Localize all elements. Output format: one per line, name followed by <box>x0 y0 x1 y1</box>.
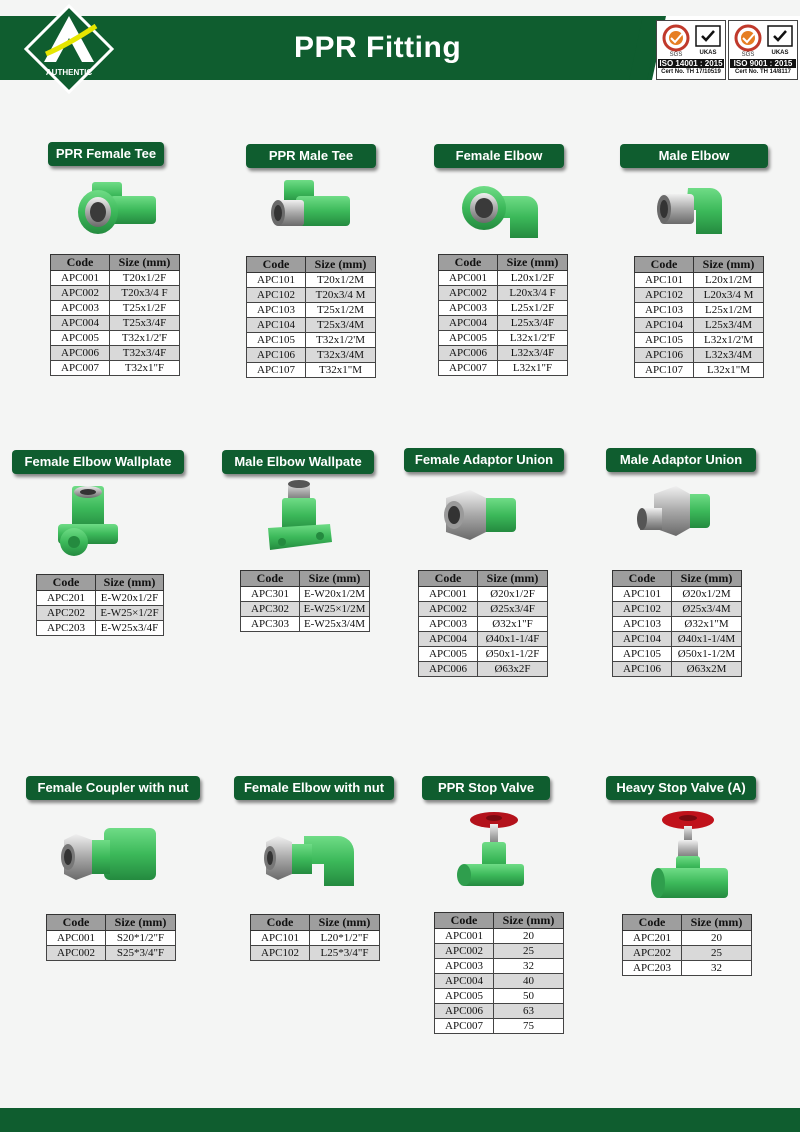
col-size: Size (mm) <box>694 257 764 273</box>
size-cell: T20x3/4 M <box>306 288 376 303</box>
code-cell: APC202 <box>623 946 682 961</box>
size-cell: 25 <box>494 944 564 959</box>
size-cell: 40 <box>494 974 564 989</box>
table-row <box>241 587 370 602</box>
title-male-elbow-wallpate: Male Elbow Wallpate <box>222 450 374 474</box>
col-code: Code <box>47 915 106 931</box>
code-cell: APC103 <box>613 617 672 632</box>
code-cell: APC104 <box>613 632 672 647</box>
code-cell: APC006 <box>51 346 110 361</box>
table-row <box>439 286 568 301</box>
size-cell: Ø25x3/4M <box>672 602 742 617</box>
size-cell: T25x3/4F <box>110 316 180 331</box>
size-cell: Ø20x1/2M <box>672 587 742 602</box>
ukas-icon <box>766 24 794 58</box>
table-row <box>613 662 742 677</box>
table-row <box>251 931 380 946</box>
ukas-icon <box>694 24 722 58</box>
female-elbow-image <box>456 176 546 246</box>
table-female-coupler-with-nut <box>46 914 176 961</box>
size-cell: T20x1/2F <box>110 271 180 286</box>
col-code: Code <box>435 913 494 929</box>
size-cell: T32x1/2'F <box>110 331 180 346</box>
size-cell: T32x1"F <box>110 361 180 376</box>
code-cell: APC201 <box>623 931 682 946</box>
table-row <box>51 361 180 376</box>
title-ppr-female-tee: PPR Female Tee <box>48 142 164 166</box>
table-row <box>613 632 742 647</box>
female-elbow-wallplate-image <box>52 480 132 560</box>
table-row <box>435 1004 564 1019</box>
code-cell: APC101 <box>635 273 694 288</box>
size-cell: T32x3/4M <box>306 348 376 363</box>
size-cell: L25x3/4M <box>694 318 764 333</box>
table-row <box>419 632 548 647</box>
size-cell: L32x1/2'F <box>498 331 568 346</box>
size-cell: Ø50x1-1/2M <box>672 647 742 662</box>
code-cell: APC006 <box>419 662 478 677</box>
table-row <box>247 303 376 318</box>
table-row <box>251 946 380 961</box>
col-code: Code <box>51 255 110 271</box>
size-cell: Ø40x1-1/4M <box>672 632 742 647</box>
code-cell: APC005 <box>435 989 494 1004</box>
table-row <box>419 647 548 662</box>
code-cell: APC106 <box>247 348 306 363</box>
title-heavy-stop-valve: Heavy Stop Valve (A) <box>606 776 756 800</box>
col-size: Size (mm) <box>110 255 180 271</box>
table-row <box>623 961 752 976</box>
table-row <box>435 959 564 974</box>
certificate-iso14001 <box>656 20 726 80</box>
title-ppr-male-tee: PPR Male Tee <box>246 144 376 168</box>
size-cell: 20 <box>682 931 752 946</box>
table-row <box>37 621 164 636</box>
size-cell: Ø63x2F <box>478 662 548 677</box>
col-size: Size (mm) <box>494 913 564 929</box>
code-cell: APC004 <box>51 316 110 331</box>
code-cell: APC203 <box>623 961 682 976</box>
table-row <box>439 316 568 331</box>
code-cell: APC101 <box>251 931 310 946</box>
table-female-adaptor-union <box>418 570 548 677</box>
table-row <box>51 301 180 316</box>
certificate-iso9001 <box>728 20 798 80</box>
col-code: Code <box>37 575 96 591</box>
table-row <box>51 331 180 346</box>
cert-number: Cert No. TH 14/8117 <box>734 69 792 75</box>
code-cell: APC101 <box>613 587 672 602</box>
size-cell: T32x3/4F <box>110 346 180 361</box>
size-cell: L20x1/2M <box>694 273 764 288</box>
table-row <box>439 301 568 316</box>
table-row <box>439 361 568 376</box>
code-cell: APC302 <box>241 602 300 617</box>
code-cell: APC001 <box>419 587 478 602</box>
code-cell: APC106 <box>613 662 672 677</box>
code-cell: APC303 <box>241 617 300 632</box>
size-cell: L32x3/4F <box>498 346 568 361</box>
title-female-elbow-wallplate: Female Elbow Wallplate <box>12 450 184 474</box>
size-cell: Ø40x1-1/4F <box>478 632 548 647</box>
size-cell: L25*3/4"F <box>310 946 380 961</box>
code-cell: APC002 <box>439 286 498 301</box>
code-cell: APC005 <box>419 647 478 662</box>
size-cell: L32x1/2'M <box>694 333 764 348</box>
size-cell: 32 <box>494 959 564 974</box>
size-cell: E-W20x1/2F <box>96 591 164 606</box>
code-cell: APC003 <box>419 617 478 632</box>
table-male-elbow <box>634 256 764 378</box>
code-cell: APC102 <box>251 946 310 961</box>
sgs-seal-icon <box>732 24 764 58</box>
table-row <box>247 363 376 378</box>
seal-label: SGS <box>669 52 683 58</box>
code-cell: APC003 <box>439 301 498 316</box>
table-row <box>47 931 176 946</box>
female-adaptor-union-image <box>436 484 526 554</box>
code-cell: APC102 <box>613 602 672 617</box>
size-cell: T32x1"M <box>306 363 376 378</box>
size-cell: T25x3/4M <box>306 318 376 333</box>
table-row <box>613 617 742 632</box>
col-size: Size (mm) <box>478 571 548 587</box>
table-male-elbow-wallpate <box>240 570 370 632</box>
code-cell: APC004 <box>419 632 478 647</box>
code-cell: APC103 <box>247 303 306 318</box>
size-cell: Ø50x1-1/2F <box>478 647 548 662</box>
size-cell: T25x1/2F <box>110 301 180 316</box>
table-female-elbow-wallplate <box>36 574 164 636</box>
size-cell: T25x1/2M <box>306 303 376 318</box>
size-cell: 32 <box>682 961 752 976</box>
table-female-elbow <box>438 254 568 376</box>
iso-label: ISO 14001 : 2015 <box>659 59 723 68</box>
code-cell: APC002 <box>47 946 106 961</box>
code-cell: APC106 <box>635 348 694 363</box>
size-cell: L20x3/4 F <box>498 286 568 301</box>
title-female-adaptor-union: Female Adaptor Union <box>404 448 564 472</box>
col-code: Code <box>251 915 310 931</box>
code-cell: APC107 <box>635 363 694 378</box>
code-cell: APC203 <box>37 621 96 636</box>
table-row <box>37 591 164 606</box>
col-code: Code <box>613 571 672 587</box>
ppr-male-tee-image <box>266 174 356 244</box>
code-cell: APC004 <box>435 974 494 989</box>
code-cell: APC105 <box>613 647 672 662</box>
code-cell: APC001 <box>435 929 494 944</box>
ppr-stop-valve-image <box>452 806 532 896</box>
female-coupler-with-nut-image <box>56 822 166 892</box>
logo-text: AUTHENTIC <box>45 68 93 77</box>
authentic-logo <box>24 4 114 94</box>
col-code: Code <box>241 571 300 587</box>
table-row <box>47 946 176 961</box>
code-cell: APC004 <box>439 316 498 331</box>
table-row <box>635 303 764 318</box>
page-title: PPR Fitting <box>294 31 462 64</box>
size-cell: Ø63x2M <box>672 662 742 677</box>
code-cell: APC002 <box>51 286 110 301</box>
table-row <box>635 333 764 348</box>
table-row <box>247 333 376 348</box>
table-male-adaptor-union <box>612 570 742 677</box>
col-code: Code <box>419 571 478 587</box>
size-cell: L32x3/4M <box>694 348 764 363</box>
code-cell: APC005 <box>51 331 110 346</box>
table-row <box>435 989 564 1004</box>
table-row <box>419 602 548 617</box>
table-female-elbow-with-nut <box>250 914 380 961</box>
col-code: Code <box>623 915 682 931</box>
col-size: Size (mm) <box>300 571 370 587</box>
seal-label: SGS <box>741 52 755 58</box>
size-cell: 50 <box>494 989 564 1004</box>
table-row <box>51 346 180 361</box>
col-size: Size (mm) <box>672 571 742 587</box>
ppr-female-tee-image <box>72 174 162 244</box>
table-row <box>247 348 376 363</box>
size-cell: L20*1/2"F <box>310 931 380 946</box>
table-row <box>635 288 764 303</box>
male-adaptor-union-image <box>632 484 722 554</box>
col-size: Size (mm) <box>310 915 380 931</box>
size-cell: L25x3/4F <box>498 316 568 331</box>
table-row <box>439 331 568 346</box>
size-cell: 75 <box>494 1019 564 1034</box>
footer-bar <box>0 1108 800 1132</box>
table-row <box>435 929 564 944</box>
table-row <box>635 363 764 378</box>
size-cell: Ø32x1"F <box>478 617 548 632</box>
col-size: Size (mm) <box>106 915 176 931</box>
title-female-elbow: Female Elbow <box>434 144 564 168</box>
code-cell: APC005 <box>439 331 498 346</box>
code-cell: APC006 <box>439 346 498 361</box>
code-cell: APC105 <box>247 333 306 348</box>
col-code: Code <box>439 255 498 271</box>
code-cell: APC102 <box>635 288 694 303</box>
size-cell: L20x1/2F <box>498 271 568 286</box>
table-row <box>613 602 742 617</box>
size-cell: L32x1"F <box>498 361 568 376</box>
table-heavy-stop-valve <box>622 914 752 976</box>
col-size: Size (mm) <box>306 257 376 273</box>
code-cell: APC007 <box>435 1019 494 1034</box>
sgs-seal-icon <box>660 24 692 58</box>
size-cell: S25*3/4"F <box>106 946 176 961</box>
table-row <box>623 931 752 946</box>
code-cell: APC104 <box>635 318 694 333</box>
title-female-coupler-with-nut: Female Coupler with nut <box>26 776 200 800</box>
table-row <box>51 286 180 301</box>
code-cell: APC001 <box>439 271 498 286</box>
ukas-label: UKAS <box>771 50 789 56</box>
size-cell: L25x1/2F <box>498 301 568 316</box>
table-row <box>247 273 376 288</box>
table-ppr-female-tee <box>50 254 180 376</box>
code-cell: APC003 <box>51 301 110 316</box>
code-cell: APC006 <box>435 1004 494 1019</box>
table-row <box>51 271 180 286</box>
table-row <box>419 617 548 632</box>
code-cell: APC102 <box>247 288 306 303</box>
size-cell: E-W20x1/2M <box>300 587 370 602</box>
table-row <box>419 587 548 602</box>
size-cell: E-W25×1/2F <box>96 606 164 621</box>
male-elbow-wallpate-image <box>262 480 342 560</box>
size-cell: T20x3/4 F <box>110 286 180 301</box>
table-row <box>435 974 564 989</box>
code-cell: APC202 <box>37 606 96 621</box>
title-male-adaptor-union: Male Adaptor Union <box>606 448 756 472</box>
size-cell: E-W25×1/2M <box>300 602 370 617</box>
code-cell: APC201 <box>37 591 96 606</box>
code-cell: APC301 <box>241 587 300 602</box>
size-cell: T32x1/2'M <box>306 333 376 348</box>
size-cell: L25x1/2M <box>694 303 764 318</box>
size-cell: L20x3/4 M <box>694 288 764 303</box>
size-cell: E-W25x3/4F <box>96 621 164 636</box>
code-cell: APC001 <box>47 931 106 946</box>
table-row <box>247 288 376 303</box>
size-cell: T20x1/2M <box>306 273 376 288</box>
table-row <box>37 606 164 621</box>
table-row <box>247 318 376 333</box>
title-female-elbow-with-nut: Female Elbow with nut <box>234 776 394 800</box>
size-cell: L32x1"M <box>694 363 764 378</box>
code-cell: APC101 <box>247 273 306 288</box>
table-ppr-stop-valve <box>434 912 564 1034</box>
table-row <box>419 662 548 677</box>
table-row <box>241 617 370 632</box>
code-cell: APC103 <box>635 303 694 318</box>
table-row <box>623 946 752 961</box>
female-elbow-with-nut-image <box>260 822 370 892</box>
heavy-stop-valve-image <box>650 806 740 906</box>
table-row <box>635 318 764 333</box>
code-cell: APC104 <box>247 318 306 333</box>
size-cell: 63 <box>494 1004 564 1019</box>
table-row <box>613 647 742 662</box>
table-ppr-male-tee <box>246 256 376 378</box>
table-row <box>635 273 764 288</box>
table-row <box>241 602 370 617</box>
title-male-elbow: Male Elbow <box>620 144 768 168</box>
size-cell: 20 <box>494 929 564 944</box>
size-cell: 25 <box>682 946 752 961</box>
cert-number: Cert No. TH 17/10519 <box>661 69 721 75</box>
code-cell: APC105 <box>635 333 694 348</box>
table-row <box>435 1019 564 1034</box>
table-row <box>51 316 180 331</box>
code-cell: APC003 <box>435 959 494 974</box>
code-cell: APC007 <box>439 361 498 376</box>
size-cell: Ø20x1/2F <box>478 587 548 602</box>
col-size: Size (mm) <box>682 915 752 931</box>
table-row <box>435 944 564 959</box>
code-cell: APC107 <box>247 363 306 378</box>
ukas-label: UKAS <box>699 50 717 56</box>
male-elbow-image <box>652 178 742 248</box>
size-cell: S20*1/2"F <box>106 931 176 946</box>
iso-label: ISO 9001 : 2015 <box>730 59 796 68</box>
table-row <box>613 587 742 602</box>
col-code: Code <box>247 257 306 273</box>
code-cell: APC002 <box>419 602 478 617</box>
col-size: Size (mm) <box>96 575 164 591</box>
code-cell: APC007 <box>51 361 110 376</box>
code-cell: APC001 <box>51 271 110 286</box>
size-cell: E-W25x3/4M <box>300 617 370 632</box>
code-cell: APC002 <box>435 944 494 959</box>
size-cell: Ø25x3/4F <box>478 602 548 617</box>
col-size: Size (mm) <box>498 255 568 271</box>
title-ppr-stop-valve: PPR Stop Valve <box>422 776 550 800</box>
col-code: Code <box>635 257 694 273</box>
size-cell: Ø32x1"M <box>672 617 742 632</box>
table-row <box>635 348 764 363</box>
table-row <box>439 346 568 361</box>
table-row <box>439 271 568 286</box>
